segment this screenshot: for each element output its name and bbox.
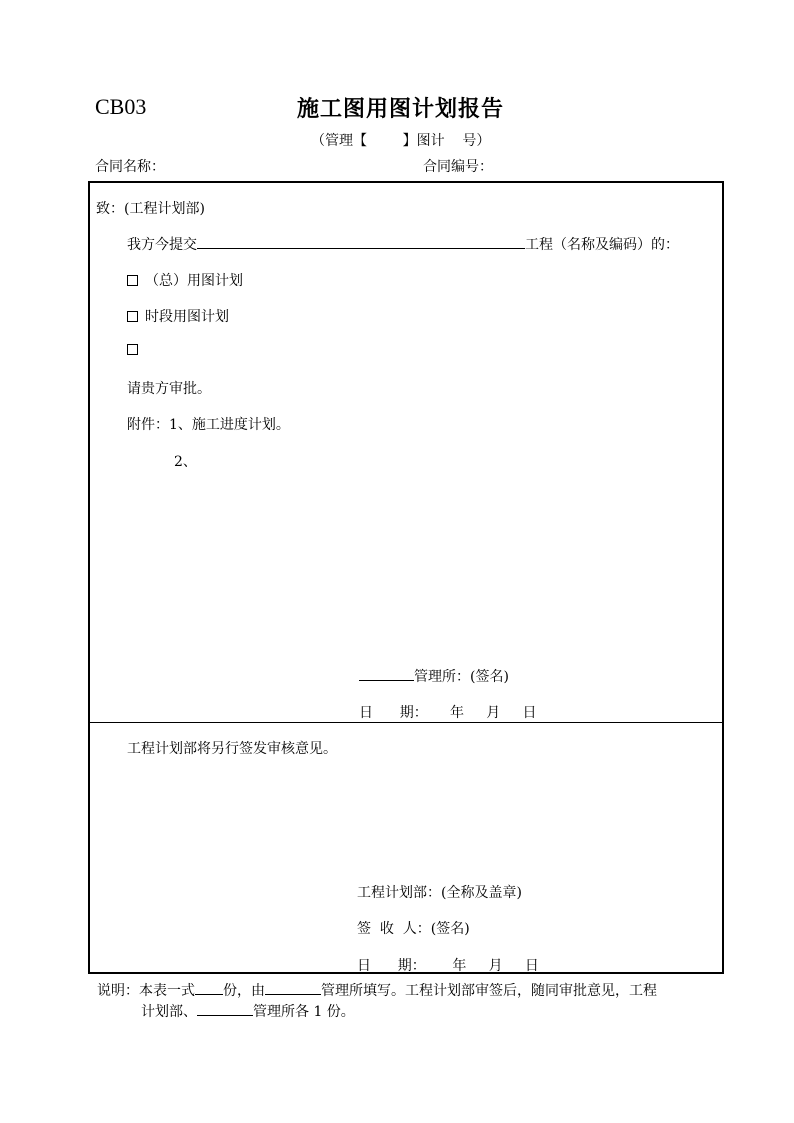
document-number: （管理【 】图计 号）: [311, 133, 491, 149]
attachment-2: 2、: [174, 454, 197, 470]
option-other[interactable]: [127, 342, 145, 358]
checkbox-icon[interactable]: [127, 311, 138, 322]
receive-date: 日 期： 年 月 日: [357, 958, 539, 974]
recipient-line: 致：(工程计划部): [96, 201, 205, 217]
option-period-plan[interactable]: [127, 306, 229, 326]
option-label: 时段用图计划: [145, 309, 229, 325]
signature-label: 管理所：(签名): [414, 669, 509, 685]
office-field[interactable]: [265, 980, 321, 995]
option-total-plan[interactable]: [127, 270, 243, 290]
checkbox-icon[interactable]: [127, 275, 138, 286]
management-name-field[interactable]: [359, 666, 414, 681]
submit-date: 日 期： 年 月 日: [359, 705, 537, 721]
copies-field[interactable]: [195, 980, 223, 995]
note-end: 管理所各 1 份。: [253, 1004, 355, 1020]
note-rest: 管理所填写。工程计划部审签后，随同审批意见，工程: [321, 983, 657, 999]
page-title: 施工图用图计划报告: [297, 96, 505, 122]
receiver-line: 签 收 人：(签名): [357, 921, 470, 937]
project-name-field[interactable]: [197, 234, 525, 249]
office-field-2[interactable]: [197, 1001, 253, 1016]
note-dept: 计划部、: [141, 1004, 197, 1020]
option-label: （总）用图计划: [145, 273, 243, 289]
form-box: [88, 181, 724, 974]
checkbox-icon[interactable]: [127, 344, 138, 355]
request-text: 请贵方审批。: [127, 381, 211, 397]
contract-no-label: 合同编号：: [423, 159, 493, 175]
note-line-2: [141, 1001, 355, 1021]
attachment-1: 附件：1、施工进度计划。: [127, 417, 290, 433]
review-text: 工程计划部将另行签发审核意见。: [127, 741, 337, 757]
dept-seal-line: 工程计划部：(全称及盖章): [357, 885, 522, 901]
submit-suffix: 工程（名称及编码）的：: [525, 237, 679, 253]
note-prefix: 说明：本表一式: [97, 983, 195, 999]
section-divider: [88, 722, 724, 723]
form-code: CB03: [95, 94, 147, 119]
note-line-1: [97, 980, 657, 1000]
submit-line: [127, 234, 679, 254]
submit-prefix: 我方今提交: [127, 237, 197, 253]
contract-name-label: 合同名称：: [95, 159, 165, 175]
note-by: 份，由: [223, 983, 265, 999]
management-signature-line: [359, 666, 509, 686]
